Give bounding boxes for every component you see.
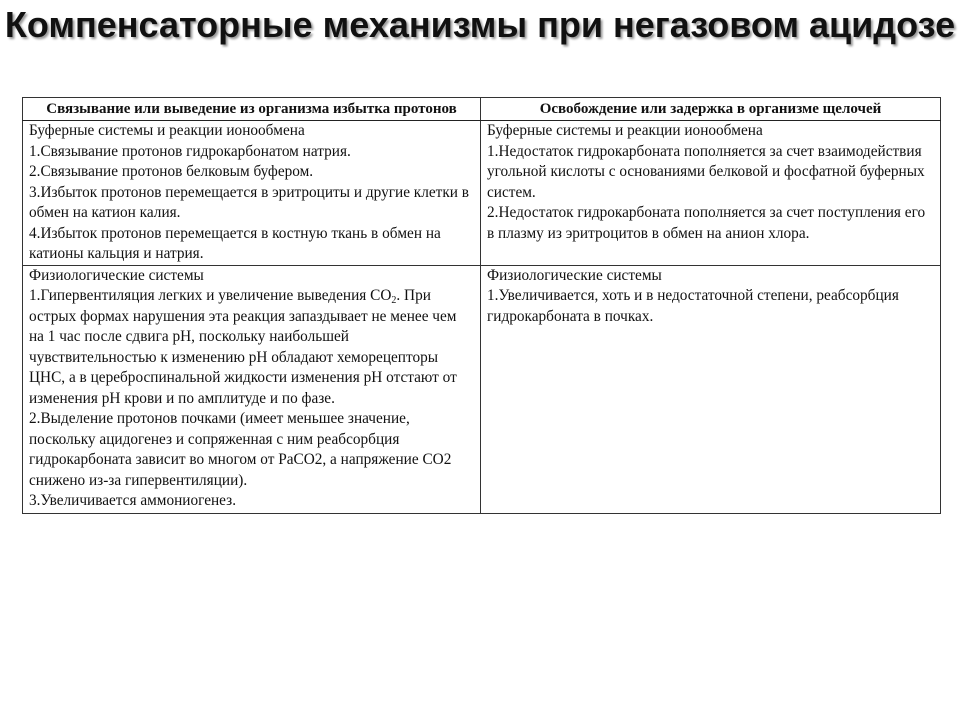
cell-line: Буферные системы и реакции ионообмена [29, 122, 305, 139]
header-alkali-retention: Освобождение или задержка в организме щелочей [481, 98, 941, 121]
text-fragment: . При острых формах нарушения эта реакция запаздывает не менее чем на 1 час после сдвига рН, поскольку наибольшей чувствительностью к изменению рН обладают хеморецепторы ЦНС, а в цереброспинальной жидкости изменения рН отстают от изменения рН крови и по амплитуде и по фазе. [29, 287, 457, 407]
table-row-buffer-systems [23, 121, 941, 266]
cell-line: 1.Увеличивается, хоть и в недостаточной степени, реабсорбция гидрокарбоната в почках. [487, 287, 899, 325]
text-fragment: 1.Гипервентиляция легких и увеличение выведения СО [29, 287, 392, 304]
cell-line-hyperventilation [29, 286, 474, 409]
cell-line: 2.Недостаток гидрокарбоната пополняется за счет поступления его в плазму из эритроцитов в обмен на анион хлора. [487, 204, 926, 242]
slide-title: Компенсаторные механизмы при негазовом ацидозе [4, 4, 956, 45]
table-header-row [23, 98, 941, 121]
cell-physiological-right [481, 265, 941, 513]
cell-line: 4.Избыток протонов перемещается в костную ткань в обмен на катионы кальция и натрия. [29, 224, 441, 262]
cell-physiological-left [23, 265, 481, 513]
subscript: 2 [391, 295, 397, 306]
cell-line: 3.Избыток протонов перемещается в эритроциты и другие клетки в обмен на катион калия. [29, 183, 470, 221]
cell-line: Физиологические системы [487, 266, 662, 284]
compensation-table [22, 97, 941, 514]
cell-buffer-left [23, 121, 481, 266]
cell-buffer-right [481, 121, 941, 266]
cell-line: 1.Недостаток гидрокарбоната пополняется за счет взаимодействия угольной кислоты с основаниями белковой и фосфатной буферных систем. [487, 142, 925, 201]
cell-line: Буферные системы и реакции ионообмена [487, 122, 763, 139]
cell-line: 1.Связывание протонов гидрокарбонатом натрия. [29, 142, 351, 160]
cell-line: 3.Увеличивается аммониогенез. [29, 492, 237, 509]
cell-line: 2.Выделение протонов почками (имеет меньшее значение, поскольку ацидогенез и сопряженная с ним реабсорбция гидрокарбоната зависит во многом от РаСО2, а напряжение СО2 снижено из-за гипервентиляции). [29, 410, 452, 489]
header-proton-binding: Связывание или выведение из организма избытка протонов [23, 98, 481, 121]
cell-line: 2.Связывание протонов белковым буфером. [29, 163, 314, 180]
table-row-physiological-systems [23, 265, 941, 513]
cell-line: Физиологические системы [29, 266, 204, 284]
